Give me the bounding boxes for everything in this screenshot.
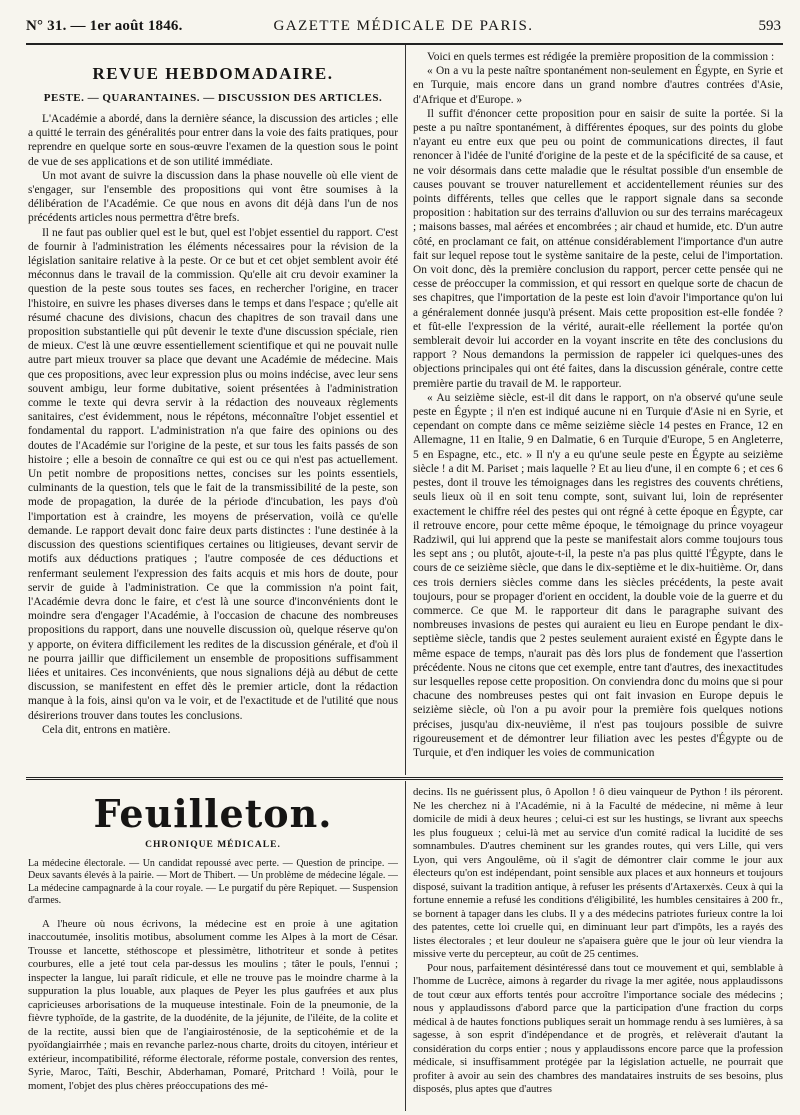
article-paragraph: Il suffit d'énoncer cette proposition pour en saisir de suite la portée. Si la peste a pu naître spontanément, à différentes époques, sur des points du globe n'ayant eu entre eux que peu ou point de communications directes, il faut renoncer à l'idée de l'unité d'origine de la peste et de la spécificité de sa cause, et ne voir désormais dans cette maladie que le résultat possible d'un ensemble de causes pouvant se trouver naturellement et accidentellement réunies sur des points différents, telles que celles que le rapport signale dans sa seconde proposition : habitation sur des terrains d'alluvion ou sur des terrains marécageux ; maisons basses, mal aérées et encombrées ; air chaud et humide, etc. D'un autre côté, en proclamant ce fait, on atténue considérablement l'importance d'un autre fait sur lequel repose tout le système sanitaire de la peste, celui de l'importation. On voit donc, dès la première conclusion du rapport, percer cette pensée qui ne cesse de préoccuper la commission, et qui ressort en quelque sorte de chacun de ses chapitres, que l'importation de la peste est loin d'avoir l'importance qu'on lui a généralement donnée jusqu'à présent. Mais cette proposition est-elle fondée ? et fût-elle l'expression de la vérité, aurait-elle réellement la portée qu'on semblerait devoir lui accorder en la voyant inscrite en tête des conclusions du rapport ? Nous demandons la permission de rappeler ici quelques-unes des objections principales qui ont été faites, dans la discussion générale, contre cette première partie du travail de M. le rapporteur. (413, 107, 783, 390)
column-divider-bottom (405, 781, 406, 1111)
feuilleton-continuation-column (413, 786, 783, 1111)
quoted-proposition: « On a vu la peste naître spontanément non-seulement en Égypte, en Syrie et en Turquie, mais encore dans un grand nombre d'autres contrées d'Asie, d'Afrique et d'Europe. » (413, 65, 783, 106)
revue-column (28, 52, 398, 772)
revue-paragraph: Cela dit, entrons en matière. (42, 723, 171, 736)
page-header (26, 16, 781, 38)
feuilleton-title: Feuilleton. (93, 791, 333, 836)
revue-paragraph: Il ne faut pas oublier quel est le but, quel est l'objet essentiel du rapport. C'est de fournir à l'administration les éléments nécessaires pour la révision de la législation sanitaire relative à la peste. Or ce but et cet objet semblent avoir été méconnus dans le travail de la commission. Qu'elle ait cru devoir examiner la question de la peste sous toutes ses faces, en rechercher l'origine, en tracer l'histoire, en suivre les phases diverses dans le temps et dans l'espace ; qu'elle ait résumé chacune des divisions, chacun des chapitres de son travail dans une proposition substantielle qui pût devenir le texte d'une discussion spéciale, rien de mieux. C'est là une œuvre essentiellement scientifique et qui ne pouvait nulle autre part mieux trouver sa place que devant une Académie de médecine. Mais que ces propositions, avec leur expression plus ou moins indécise, avec leur sens souvent ambigu, leur forme dubitative, soient présentées à l'administration comme le texte qui devra servir à la rédaction des nouveaux règlements sanitaires, c'est évidemment, nous le répétons, méconnaître l'objet essentiel et fondamental du rapport. L'administration n'a que faire des opinions ou des doutes de l'Académie sur l'origine de la peste, et sur tous les faits passés de son histoire ; elle a besoin de connaître ce qui est ou ce qui n'est pas actuellement. Un petit nombre de propositions nettes, concises sur les points essentiels, culminants de la question, tels que le fait de la transmissibilité de la peste, son mode de propagation, la durée de la période d'incubation, les pays d'où l'importation est à craindre, les moyens de préservation, voilà ce qu'elle demande. Le rapport devait donc faire deux parts distinctes : l'une destinée à la discussion des questions scientifiques certaines ou litigieuses, devant servir de motifs aux déductions pratiques ; l'autre composée de ces déductions et renfermant seulement l'expression des faits acquis et mis hors de doute, pour servir de guide à l'administration. Ce que la commission n'a point fait, l'Académie devra donc le faire, et c'est là une source d'inconvénients dont le moindre sera d'engager l'Académie, à l'occasion de chacune des nombreuses propositions du rapport, dans une nouvelle discussion où, quelque réserve qu'on y apporte, on évitera difficilement les redites de la discussion générale, et d'où il ne pourra jaillir que difficilement un ensemble de propositions suffisamment liées et unitaires. Ces inconvénients, que nous signalions déjà au début de cette discussion, se manifestent en effet dès le premier article, dont la rédaction manque à la fois, ainsi qu'on va le voir, et de l'exactitude et de l'utilité que nous désirerions trouver dans toutes les conclusions. (28, 226, 398, 722)
column-divider-top (405, 45, 406, 775)
feuilleton-rule (26, 777, 783, 780)
chronique-summary: La médecine électorale. — Un candidat repoussé avec perte. — Question de principe. — Deux savants élevés à la pairie. — Mort de Thibert. — Un problème de médecine légale. — La médecine campagnarde à la cour royale. — Le purgatif du père Repiquet. — Suspension d'armes. (28, 858, 398, 907)
feuilleton-paragraph: Pour nous, parfaitement désintéressé dans tout ce mouvement et qui, semblable à l'homme de Lucrèce, aimons à regarder du rivage la mer agitée, nous applaudissons de tout cœur aux efforts tentés pour accroître l'importance sociale des médecins ; nous y applaudissons d'abord parce que la participation d'une fraction du corps médical à de hautes fonctions publiques serait un hommage rendu à ses lumières, à sa sagesse, à son esprit d'indépendance et de progrès, et relèverait d'autant la considération du corps entier ; nous y applaudissons encore parce que la profession médicale, si insuffisamment protégée par la législation actuelle, ne pourrait que profiter à avoir au sein des chambres des mandataires instruits de ses besoins, plus disposés, plus aptes que d'autres (413, 961, 783, 1095)
feuilleton-paragraph: decins. Ils ne guérissent plus, ô Apollon ! ô dieu vainqueur de Python ! ils pérorent. Ne les cherchez ni à l'Académie, ni à la Faculté de médecine, ni même à leur domicile de midi à deux heures ; celui-ci est sur les hustings, se livrant aux speechs les plus fougueux ; celui-là met au service d'un comité radical la lucidité de ses somnambules. D'autres cheminent sur les grandes routes, qui vers Lille, qui vers Lyon, qui vers Angoulême, où il s'agit de démontrer clair comme le jour aux électeurs qu'on est indépendant, point sensible aux places et aux honneurs et toujours disposé, suivant la tradition antique, à refuser les présents d'Artaxerxès. Ceux à qui la fortune ennemie a refusé les conditions d'éligibilité, les humbles censitaires à 200 fr., se bornent à tapager dans les clubs. Il y a des médecins patriotes furieux contre la loi des patentes, cette loi cruelle qui, en diminuant leur part d'impôts, les a rayés des listes électorales ; et leur douleur ne s'apaisera guère que le jour où leur viendra la missive verte du percepteur, au coût de 25 centimes. (413, 786, 783, 960)
article-paragraph: « Au seizième siècle, est-il dit dans le rapport, on n'a observé qu'une seule peste en Égypte ; il n'en est indiqué aucune ni en Turquie d'Asie ni en Syrie, et cependant on compte dans ce même seizième siècle 14 pestes en France, 12 en Allemagne, 11 en Italie, 9 en Dalmatie, 6 en Turquie d'Europe, 5 en Angleterre, 5 en Espagne, etc., etc. » Il n'y a eu qu'une seule peste en Égypte au seizième siècle ! a dit M. Pariset ; mais laquelle ? Et au lieu d'une, il en compte 6 ; et ces 6 pestes, dont il trouve les témoignages dans les registres des couvents chrétiens, seuls lieux où il en soit tenu compte, sont, suivant lui, loin de représenter exactement le chiffre réel des pestes qui ont régné à cette époque en Égypte, car il retrouve encore, pour cette même époque, le témoignage du prince voyageur Radziwil, qui lui apprend que la peste se manifestait alors comme toujours tous les sept ans ; ou plutôt, ajoute-t-il, la peste n'a pas plus quitté l'Égypte, dans le cours de ce seizième siècle, que dans le dix-septième et le dix-huitième. Or, dans ces trois derniers siècles comme dans les siècles précédents, la peste avait toujours, pour se propager d'orient en occident, la double voie de la guerre et du commerce. Ce que M. le rapporteur dit dans le paragraphe suivant des nombreuses invasions de pestes qui auraient eu lieu en Europe pendant le dix-septième siècle, tandis que 2 pestes seulement auraient existé en Égypte dans le même espace de temps, n'aurait pas dès lors plus de fondement que l'assertion précédente. Nous ne citons que cet exemple, entre tant d'autres, des inexactitudes sur lesquelles repose cette proposition. On conviendra donc du moins que si pour chacune des nombreuses pestes qui ont fait invasion en Europe depuis le seizième siècle, où l'on a pu avoir pour la première fois quelques notions précises, jusqu'au dix-neuvième, il n'est pas toujours possible de suivre rigoureusement et de démontrer leur filiation avec les pestes d'Égypte ou de Turquie, et d'en indiquer les voies de communication (413, 391, 783, 759)
revue-paragraph: L'Académie a abordé, dans la dernière séance, la discussion des articles ; elle a quitté le terrain des généralités pour entrer dans la voie des faits pratiques, pour reprendre en quelque sorte en sous-œuvre l'examen de la question sous le point de vue de ses applications et de son utilité immédiate. (28, 113, 398, 168)
feuilleton-column (28, 790, 398, 1110)
proposition-column (413, 50, 783, 772)
revue-title: REVUE HEBDOMADAIRE. (92, 64, 334, 83)
revue-topics: PESTE. — QUARANTAINES. — DISCUSSION DES ARTICLES. (43, 92, 383, 104)
revue-paragraph: Un mot avant de suivre la discussion dans la phase nouvelle où elle vient de s'engager, sur l'ensemble des propositions qui vont être soumises à la délibération de l'Académie. Ce que nous en avons dit déjà dans l'un de nos précédents articles nous permettra d'être brefs. (28, 169, 398, 225)
chronique-title: CHRONIQUE MÉDICALE. (145, 840, 281, 850)
issue-date: N° 31. — 1er août 1846. (26, 18, 183, 34)
article-paragraph: Voici en quels termes est rédigée la première proposition de la commission : (427, 51, 775, 63)
journal-title: GAZETTE MÉDICALE DE PARIS. (273, 18, 534, 34)
feuilleton-paragraph: A l'heure où nous écrivons, la médecine est en proie à une agitation inaccoutumée, insolitis motibus, absolument comme les Alpes à la mort de César. Trousse et lancette, stéthoscope et plessimètre, lithotriteur et sonde à petites courbures, elle a jeté tout cela par-dessus les moulins ; tâter le pouls, l'ennui ; inspecter la langue, lui paraît ridicule, et elle ne trouve pas le moindre charme à la suppuration la plus louable, aux plaques de Peyer les plus gaufrées et aux plus capricieuses arborisations de la muqueuse intestinale. Foin de la pneumonie, de la fièvre typhoïde, de la gastrite, de la duodénite, de la jéjunite, de l'iléite, de la colite et de la rectite, aussi bien que de l'angiairosténosie, de la septicohémie et de la pyoïdangiairrhée ; mais en revanche parlez-nous charte, droits du citoyen, intérieur et extérieur, incompatibilité, réforme électorale, réforme postale, conversion des rentes, Syrie, Maroc, Taïti, Beschir, Abderhaman, Pomaré, Pritchard ! Voilà, pour le moment, l'objet des plus chères préoccupations des mé- (28, 917, 398, 1092)
page-number: 593 (758, 18, 781, 34)
